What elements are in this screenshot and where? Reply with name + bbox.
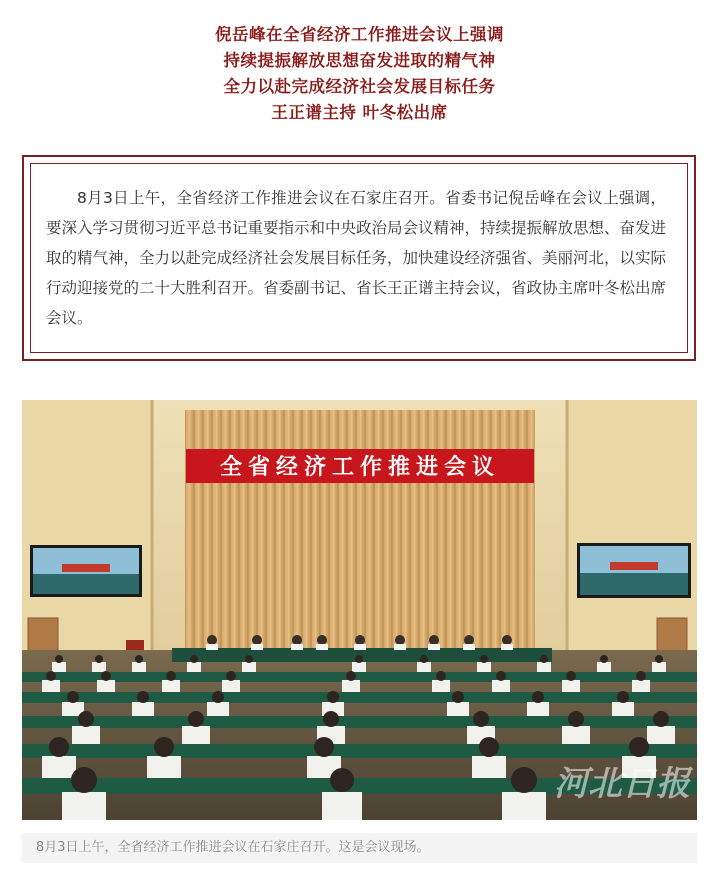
summary-box	[22, 155, 696, 361]
stage-curtain	[185, 410, 535, 650]
photo-watermark: 河北日报	[554, 764, 690, 804]
headline-line-4: 王正谱主持 叶冬松出席	[271, 103, 448, 122]
meeting-photo-illustration	[22, 400, 697, 820]
photo-caption: 8月3日上午，全省经济工作推进会议在石家庄召开。这是会议现场。	[22, 833, 697, 863]
banner-text: 全省经济工作推进会议	[219, 455, 501, 480]
right-screen	[577, 543, 691, 598]
summary-paragraph: 8月3日上午，全省经济工作推进会议在石家庄召开。省委书记倪岳峰在会议上强调，要深入学习贯彻习近平总书记重要指示和中央政治局会议精神，持续提振解放思想、奋发进取的精气神，全力以赴完成经济社会发展目标任务，加快建设经济强省、美丽河北，以实际行动迎接党的二十大胜利召开。省委副书记、省长王正谱主持会议，省政协主席叶冬松出席会议。	[46, 189, 667, 327]
headline-line-3: 全力以赴完成经济社会发展目标任务	[223, 77, 496, 96]
meeting-photo[interactable]	[22, 400, 697, 820]
article-headline	[0, 22, 719, 126]
headline-line-2: 持续提振解放思想奋发进取的精气神	[223, 51, 496, 70]
left-screen	[30, 545, 142, 597]
headline-line-1: 倪岳峰在全省经济工作推进会议上强调	[215, 25, 504, 44]
